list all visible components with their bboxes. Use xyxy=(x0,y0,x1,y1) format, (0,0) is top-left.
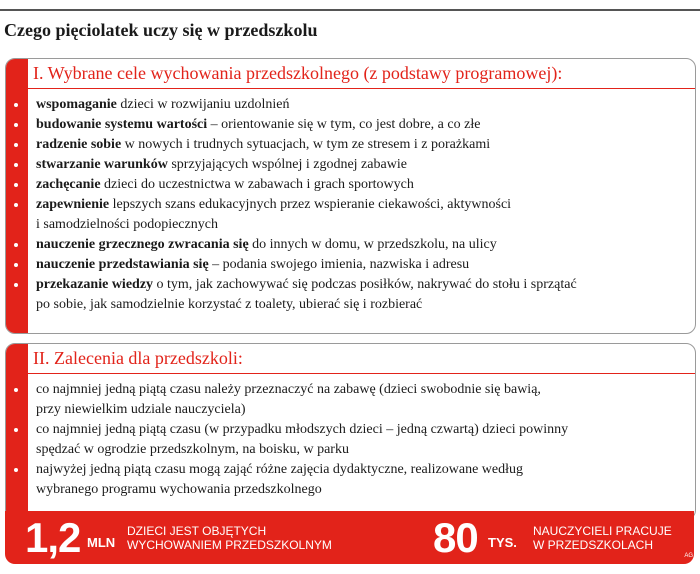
list-item-continuation: po sobie, jak samodzielnie korzystać z toalety, ubierać się i rozbierać xyxy=(36,297,423,312)
bullet-icon xyxy=(14,203,18,207)
item-text: sprzyjających wspólnej i zgodnej zabawie xyxy=(167,157,407,172)
recommendations-panel xyxy=(5,343,696,520)
bullet-icon xyxy=(14,388,18,392)
stat-desc-teachers-line2: W PRZEDSZKOLACH xyxy=(533,538,654,552)
recommendations-list xyxy=(6,380,695,500)
item-key-phrase: nauczenie grzecznego zwracania się xyxy=(36,237,249,252)
list-item-continuation: wybranego programu wychowania przedszkolnego xyxy=(36,482,322,497)
bullet-icon xyxy=(14,143,18,147)
bullet-icon xyxy=(14,123,18,127)
bullet-icon xyxy=(14,428,18,432)
heading-divider xyxy=(28,88,695,89)
item-text: co najmniej jedną piątą czasu (w przypadku młodszych dzieci – jedną czwartą) dzieci powinny xyxy=(36,422,569,437)
item-text: – orientowanie się w tym, co jest dobre, a co złe xyxy=(207,117,481,132)
item-key-phrase: zapewnienie xyxy=(36,197,110,212)
list-item-continuation: przy niewielkim udziale nauczyciela) xyxy=(36,402,246,417)
list-item xyxy=(6,115,695,135)
bullet-icon xyxy=(14,243,18,247)
item-key-phrase: budowanie systemu wartości xyxy=(36,117,208,132)
item-text: dzieci do uczestnictwa w zabawach i grach sportowych xyxy=(100,177,414,192)
list-item xyxy=(6,195,695,215)
heading-divider xyxy=(28,373,695,374)
item-text: lepszych szans edukacyjnych przez wspieranie ciekawości, aktywności xyxy=(109,197,512,212)
bullet-icon xyxy=(14,103,18,107)
bullet-icon xyxy=(14,468,18,472)
list-item xyxy=(6,235,695,255)
item-text: o tym, jak zachowywać się podczas posiłków, nakrywać do stołu i sprzątać xyxy=(153,277,577,292)
stat-desc-teachers-line1: NAUCZYCIELI PRACUJE xyxy=(533,524,672,538)
goals-panel xyxy=(5,58,696,334)
stat-number-children: 1,2 xyxy=(25,514,81,561)
item-text: dzieci w rozwijaniu uzdolnień xyxy=(116,97,290,112)
item-key-phrase: zachęcanie xyxy=(36,177,101,192)
list-item xyxy=(6,155,695,175)
item-text: – podania swojego imienia, nazwiska i adresu xyxy=(208,257,470,272)
item-key-phrase: radzenie sobie xyxy=(36,137,122,152)
list-item xyxy=(6,460,695,480)
credit-mark: AG xyxy=(684,553,693,559)
bullet-icon xyxy=(14,183,18,187)
stat-unit-teachers: TYS. xyxy=(488,535,517,550)
list-item xyxy=(6,135,695,155)
top-rule xyxy=(0,9,700,11)
item-key-phrase: nauczenie przedstawiania się xyxy=(36,257,209,272)
goals-list xyxy=(6,95,695,315)
stat-desc-children-line2: WYCHOWANIEM PRZEDSZKOLNYM xyxy=(127,538,332,552)
item-text: w nowych i trudnych sytuacjach, w tym ze stresem i z porażkami xyxy=(121,137,491,152)
item-text: najwyżej jedną piątą czasu mogą zająć różne zajęcia dydaktyczne, realizowane według xyxy=(36,462,524,477)
stat-unit-children: MLN xyxy=(87,535,116,550)
stats-banner xyxy=(5,511,694,564)
bullet-icon xyxy=(14,163,18,167)
bullet-icon xyxy=(14,263,18,267)
list-item xyxy=(6,175,695,195)
item-text: do innych w domu, w przedszkolu, na ulicy xyxy=(248,237,497,252)
bullet-icon xyxy=(14,283,18,287)
item-key-phrase: stwarzanie warunków xyxy=(36,157,168,172)
item-key-phrase: przekazanie wiedzy xyxy=(36,277,154,292)
section-heading: II. Zalecenia dla przedszkoli: xyxy=(33,348,243,368)
list-item-continuation: i samodzielności podopiecznych xyxy=(36,217,218,232)
item-text: co najmniej jedną piątą czasu należy przeznaczyć na zabawę (dzieci swobodnie się bawią, xyxy=(36,382,541,397)
list-item xyxy=(6,380,695,400)
list-item xyxy=(6,255,695,275)
list-item-continuation: spędzać w ogrodzie przedszkolnym, na boisku, w parku xyxy=(36,442,349,457)
stat-desc-children-line1: DZIECI JEST OBJĘTYCH xyxy=(127,524,267,538)
section-heading: I. Wybrane cele wychowania przedszkolnego (z podstawy programowej): xyxy=(33,63,563,83)
item-key-phrase: wspomaganie xyxy=(36,97,117,112)
list-item xyxy=(6,95,695,115)
list-item xyxy=(6,420,695,440)
stat-number-teachers: 80 xyxy=(433,514,478,561)
page-title: Czego pięciolatek uczy się w przedszkolu xyxy=(4,20,318,40)
list-item xyxy=(6,275,695,295)
